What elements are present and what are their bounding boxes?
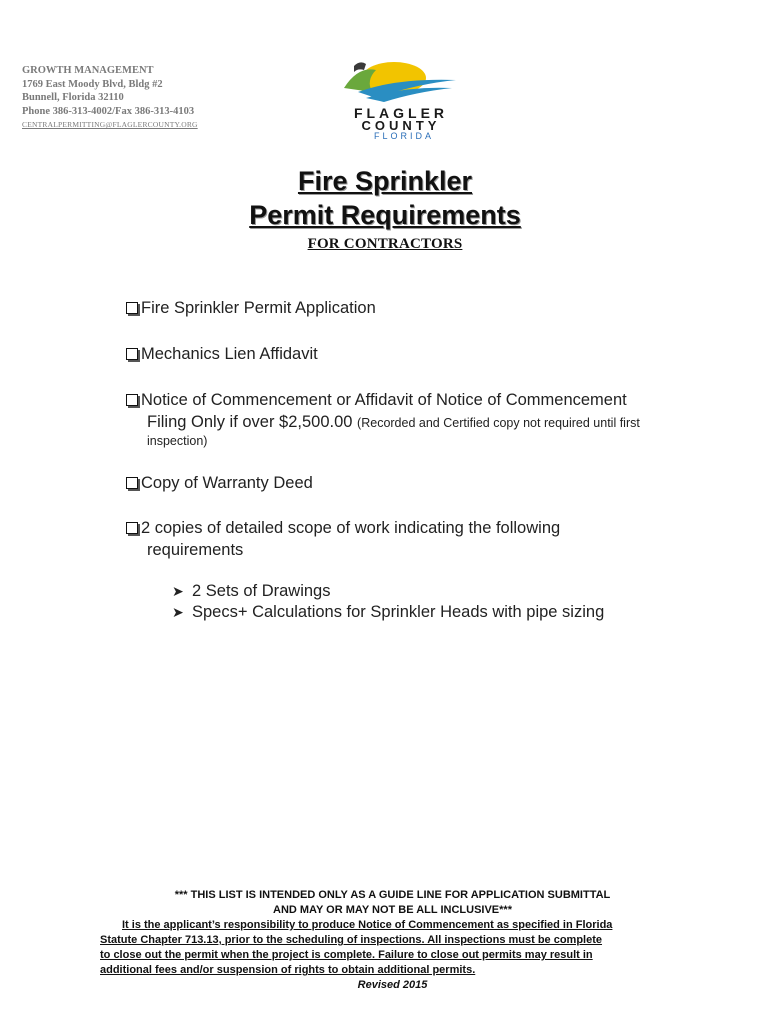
checklist-item	[126, 297, 376, 319]
arrow-bullet-icon: ➤	[172, 583, 184, 599]
sub-item-text: 2 Sets of Drawings	[192, 582, 331, 600]
checklist-item-text: Notice of Commencement or Affidavit of Notice of Commencement	[141, 391, 627, 409]
checklist-item-note: (Recorded and Certified copy not required until first	[357, 416, 640, 430]
checklist-item-note-line-2: inspection)	[147, 434, 208, 448]
footer-disclaimer-line-2: AND MAY OR MAY NOT BE ALL INCLUSIVE***	[273, 904, 512, 916]
footer-notice	[100, 888, 685, 993]
title-line-2: Permit Requirements	[249, 200, 521, 230]
arrow-bullet-icon: ➤	[172, 604, 184, 620]
checklist-item-text: Copy of Warranty Deed	[141, 474, 313, 492]
email-link[interactable]: CENTRALPERMITTING@FLAGLERCOUNTY.ORG	[22, 120, 198, 129]
footer-paragraph-line-2: Statute Chapter 713.13, prior to the scheduling of inspections. All inspections must be complete	[100, 934, 603, 946]
checkbox-icon[interactable]	[126, 522, 138, 534]
page-title	[0, 164, 770, 232]
city-line: Bunnell, Florida 32110	[22, 92, 124, 103]
checklist-item-text: Mechanics Lien Affidavit	[141, 345, 318, 363]
logo-text-county: COUNTY	[361, 118, 441, 133]
checkbox-icon[interactable]	[126, 477, 138, 489]
footer-disclaimer-line-1: *** THIS LIST IS INTENDED ONLY AS A GUIDE LINE FOR APPLICATION SUBMITTAL	[174, 889, 611, 901]
checkbox-icon[interactable]	[126, 394, 138, 406]
logo-text-florida: FLORIDA	[373, 131, 435, 140]
checklist-item-text-line-2: Filing Only if over $2,500.00	[147, 413, 353, 431]
checklist-item	[126, 472, 313, 494]
flagler-county-logo	[336, 58, 466, 140]
checklist-item	[126, 517, 560, 561]
address-line: 1769 East Moody Blvd, Bldg #2	[22, 78, 163, 90]
checklist-item	[126, 343, 318, 365]
department-header	[22, 64, 198, 132]
sub-item	[172, 581, 330, 602]
page-subtitle: FOR CONTRACTORS	[307, 236, 463, 252]
title-line-1: Fire Sprinkler	[297, 166, 473, 196]
footer-paragraph-line-1: It is the applicant’s responsibility to produce Notice of Commencement as specified in Florida	[122, 919, 613, 931]
checkbox-icon[interactable]	[126, 302, 138, 314]
checklist-item-text: Fire Sprinkler Permit Application	[141, 299, 376, 317]
footer-paragraph-line-4: additional fees and/or suspension of rights to obtain additional permits.	[100, 964, 476, 976]
phone-line: Phone 386-313-4002/Fax 386-313-4103	[22, 105, 195, 117]
checklist-item	[126, 389, 640, 450]
department-name: GROWTH MANAGEMENT	[22, 65, 154, 76]
sub-item-text: Specs+ Calculations for Sprinkler Heads with pipe sizing	[192, 603, 605, 621]
checklist-item-text-line-2: requirements	[147, 541, 244, 559]
logo-text-flagler: FLAGLER	[353, 105, 449, 121]
footer-paragraph-line-3: to close out the permit when the project is complete. Failure to close out permits may result in	[100, 949, 593, 961]
sub-item	[172, 602, 604, 623]
checkbox-icon[interactable]	[126, 348, 138, 360]
checklist-item-text: 2 copies of detailed scope of work indicating the following	[141, 519, 561, 537]
revision-note: Revised 2015	[357, 979, 428, 991]
